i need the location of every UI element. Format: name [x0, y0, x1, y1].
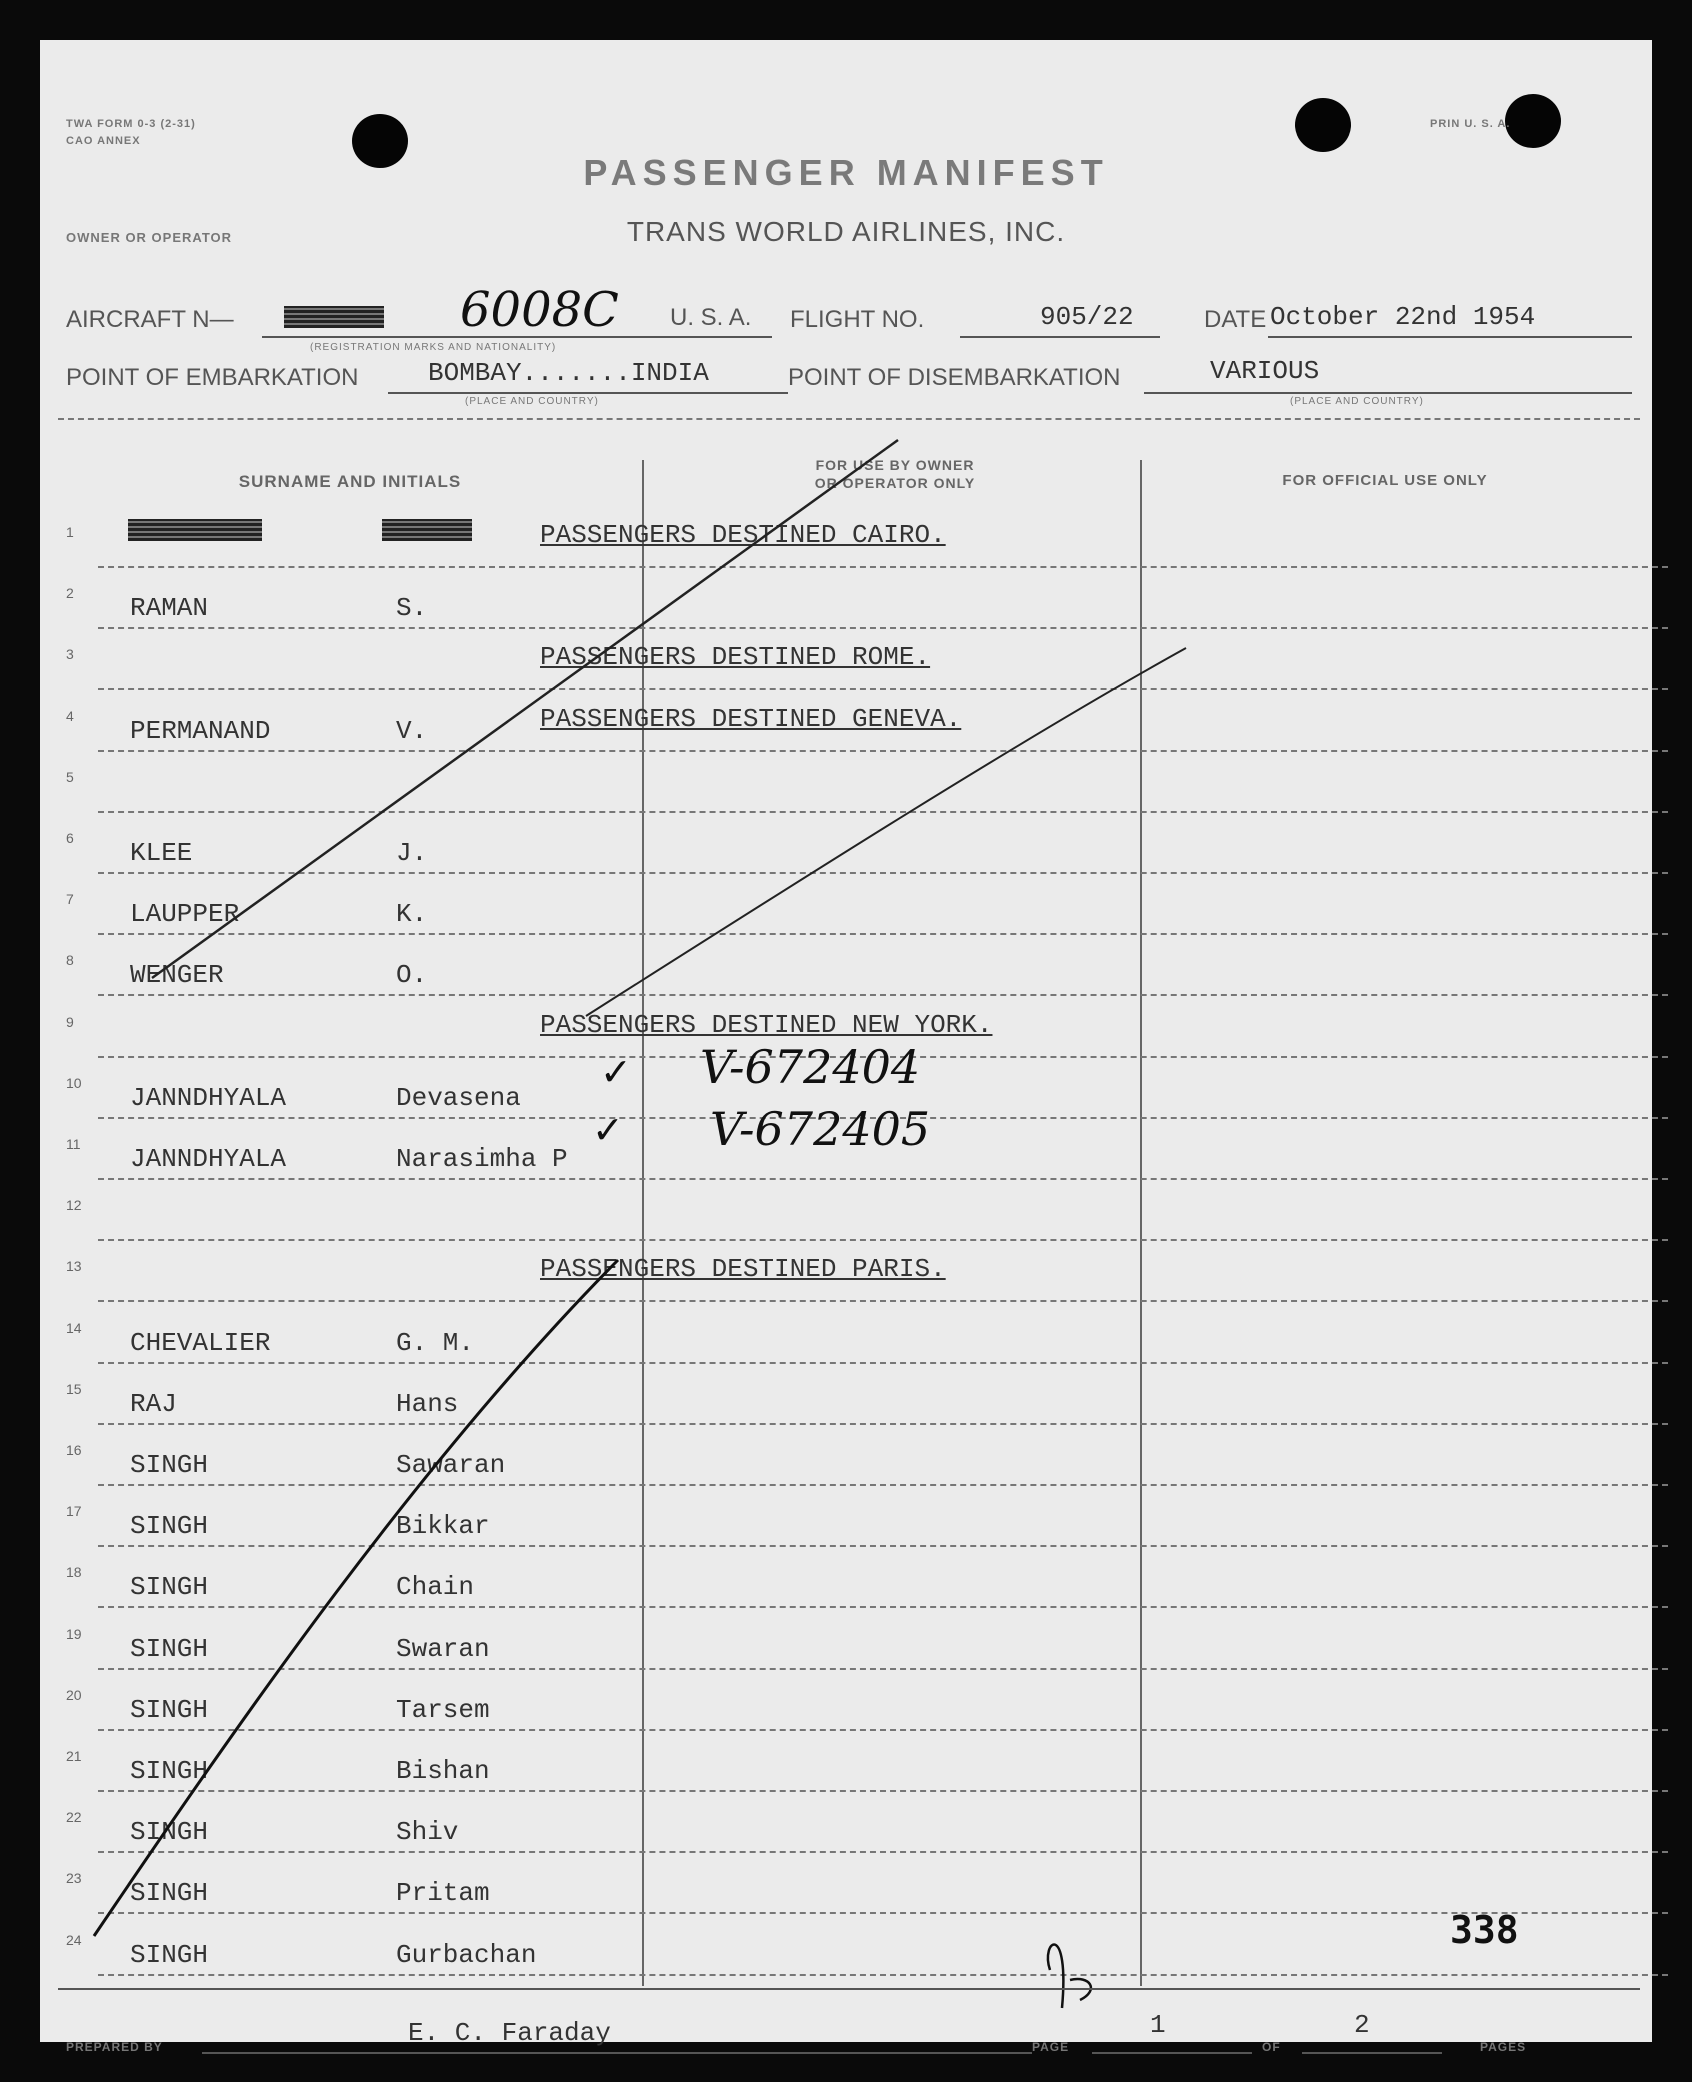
row-divider [98, 1606, 1668, 1608]
row-number: 21 [66, 1748, 82, 1764]
row-number: 10 [66, 1075, 82, 1091]
row-number: 3 [66, 646, 74, 662]
passenger-surname: SINGH [130, 1878, 209, 1908]
row-number: 24 [66, 1932, 82, 1948]
row-divider [98, 1545, 1668, 1547]
passenger-initials: Tarsem [396, 1695, 490, 1725]
row-number: 4 [66, 708, 74, 724]
row-divider [98, 1300, 1668, 1302]
airline-name: TRANS WORLD AIRLINES, INC. [626, 216, 1066, 247]
row-divider [98, 1484, 1668, 1486]
passenger-initials: Swaran [396, 1634, 490, 1664]
row-number: 18 [66, 1564, 82, 1580]
row-number: 15 [66, 1381, 82, 1397]
row-divider [98, 1239, 1668, 1241]
page-stamp-number: 338 [1450, 1908, 1519, 1952]
passenger-surname: SINGH [130, 1940, 209, 1970]
row-divider [98, 811, 1668, 813]
destination-header: PASSENGERS DESTINED CAIRO. [540, 520, 946, 550]
visa-number-1: V-672404 [700, 1040, 921, 1094]
checkmark-icon: ✓ [592, 1108, 624, 1152]
aircraft-registration: 6008C [460, 282, 619, 338]
passenger-surname: LAUPPER [130, 899, 240, 929]
passenger-initials: J. [396, 838, 428, 868]
prepared-by-value: E. C. Faraday [408, 2018, 611, 2048]
passenger-initials: Bikkar [396, 1511, 490, 1541]
row-number: 9 [66, 1014, 74, 1030]
row-divider [98, 1729, 1668, 1731]
passenger-initials: Bishan [396, 1756, 490, 1786]
passenger-surname: PERMANAND [130, 716, 271, 746]
destination-header: PASSENGERS DESTINED ROME. [540, 642, 931, 672]
disembarkation-label: POINT OF DISEMBARKATION [788, 364, 1121, 391]
row-number: 2 [66, 585, 74, 601]
passenger-initials: S. [396, 593, 428, 623]
passenger-initials: Gurbachan [396, 1940, 537, 1970]
row-number: 5 [66, 769, 74, 785]
passenger-initials: O. [396, 960, 428, 990]
flight-number-value: 905/22 [1040, 302, 1134, 332]
passenger-surname: CHEVALIER [130, 1328, 271, 1358]
passenger-initials: Hans [396, 1389, 459, 1419]
row-divider [98, 1851, 1668, 1853]
row-number: 16 [66, 1442, 82, 1458]
passenger-surname: SINGH [130, 1756, 209, 1786]
row-number: 7 [66, 891, 74, 907]
pages-label: PAGES [1480, 2040, 1527, 2054]
passenger-surname: RAJ [130, 1389, 177, 1419]
col-header-official-use: FOR OFFICIAL USE ONLY [1282, 472, 1488, 489]
col-header-surname: SURNAME AND INITIALS [238, 472, 462, 491]
row-divider [98, 1974, 1668, 1976]
passenger-surname: SINGH [130, 1450, 209, 1480]
passenger-surname: SINGH [130, 1511, 209, 1541]
form-number: TWA FORM 0-3 (2-31) [66, 118, 196, 130]
row-divider [98, 994, 1668, 996]
passenger-initials: Devasena [396, 1083, 521, 1113]
passenger-initials: V. [396, 716, 428, 746]
passenger-surname: WENGER [130, 960, 224, 990]
row-number: 19 [66, 1626, 82, 1642]
row-number: 6 [66, 830, 74, 846]
of-label: OF [1262, 2040, 1281, 2054]
form-annex: CAO ANNEX [66, 135, 141, 147]
registration-caption: (REGISTRATION MARKS AND NATIONALITY) [310, 342, 557, 353]
row-number: 12 [66, 1197, 82, 1213]
row-number: 23 [66, 1870, 82, 1886]
embarkation-caption: (PLACE AND COUNTRY) [465, 396, 599, 407]
row-divider [98, 1178, 1668, 1180]
row-number: 20 [66, 1687, 82, 1703]
manifest-page [40, 40, 1652, 2054]
row-divider [98, 627, 1668, 629]
row-divider [98, 872, 1668, 874]
destination-header: PASSENGERS DESTINED GENEVA. [540, 704, 962, 734]
passenger-initials: Pritam [396, 1878, 490, 1908]
struck-initials [382, 519, 472, 541]
embarkation-label: POINT OF EMBARKATION [66, 364, 359, 391]
row-number: 11 [66, 1136, 81, 1152]
struck-surname [128, 519, 262, 541]
passenger-initials: K. [396, 899, 428, 929]
printed-in: PRIN U. S. A. [1430, 118, 1511, 130]
passenger-initials: Narasimha P [396, 1144, 568, 1174]
disembarkation-value: VARIOUS [1210, 356, 1320, 386]
row-divider [98, 1668, 1668, 1670]
checkmark-icon: ✓ [600, 1050, 632, 1094]
passenger-initials: Sawaran [396, 1450, 506, 1480]
row-number: 17 [66, 1503, 82, 1519]
destination-header: PASSENGERS DESTINED PARIS. [540, 1254, 946, 1284]
prepared-by-label: PREPARED BY [66, 2040, 163, 2054]
date-value: October 22nd 1954 [1270, 302, 1536, 332]
passenger-surname: RAMAN [130, 593, 209, 623]
form-title: PASSENGER MANIFEST [583, 152, 1109, 193]
destination-header: PASSENGERS DESTINED NEW YORK. [540, 1010, 993, 1040]
owner-operator-label: OWNER OR OPERATOR [66, 230, 233, 245]
row-divider [98, 688, 1668, 690]
date-label: DATE [1204, 306, 1267, 333]
row-number: 8 [66, 952, 74, 968]
row-number: 13 [66, 1258, 82, 1274]
disembarkation-caption: (PLACE AND COUNTRY) [1290, 396, 1424, 407]
row-divider [98, 750, 1668, 752]
embarkation-value: BOMBAY.......INDIA [428, 358, 709, 388]
struck-registration [284, 306, 384, 328]
row-divider [98, 1912, 1668, 1914]
passenger-initials: Chain [396, 1572, 475, 1602]
passenger-surname: KLEE [130, 838, 193, 868]
page-value: 1 [1150, 2010, 1166, 2040]
passenger-initials: G. M. [396, 1328, 475, 1358]
page-label: PAGE [1032, 2040, 1070, 2054]
punch-hole-center-right [1295, 98, 1351, 152]
row-number: 14 [66, 1320, 82, 1336]
passenger-surname: SINGH [130, 1817, 209, 1847]
passenger-surname: SINGH [130, 1572, 209, 1602]
row-number: 22 [66, 1809, 82, 1825]
flight-number-label: FLIGHT NO. [790, 306, 925, 333]
passenger-initials: Shiv [396, 1817, 459, 1847]
col-header-owner-use: FOR USE BY OWNER OR OPERATOR ONLY [814, 457, 976, 491]
aircraft-label: AIRCRAFT N— [66, 306, 234, 333]
passenger-surname: JANNDHYALA [130, 1144, 287, 1174]
punch-hole-right [1505, 94, 1561, 148]
row-divider [98, 566, 1668, 568]
row-divider [98, 933, 1668, 935]
row-divider [98, 1362, 1668, 1364]
passenger-surname: JANNDHYALA [130, 1083, 287, 1113]
row-divider [98, 1790, 1668, 1792]
total-pages-value: 2 [1354, 2010, 1370, 2040]
row-divider [98, 1423, 1668, 1425]
aircraft-nationality: U. S. A. [670, 304, 752, 331]
row-number: 1 [66, 524, 74, 540]
visa-number-2: V-672405 [710, 1102, 931, 1156]
passenger-surname: SINGH [130, 1634, 209, 1664]
passenger-surname: SINGH [130, 1695, 209, 1725]
